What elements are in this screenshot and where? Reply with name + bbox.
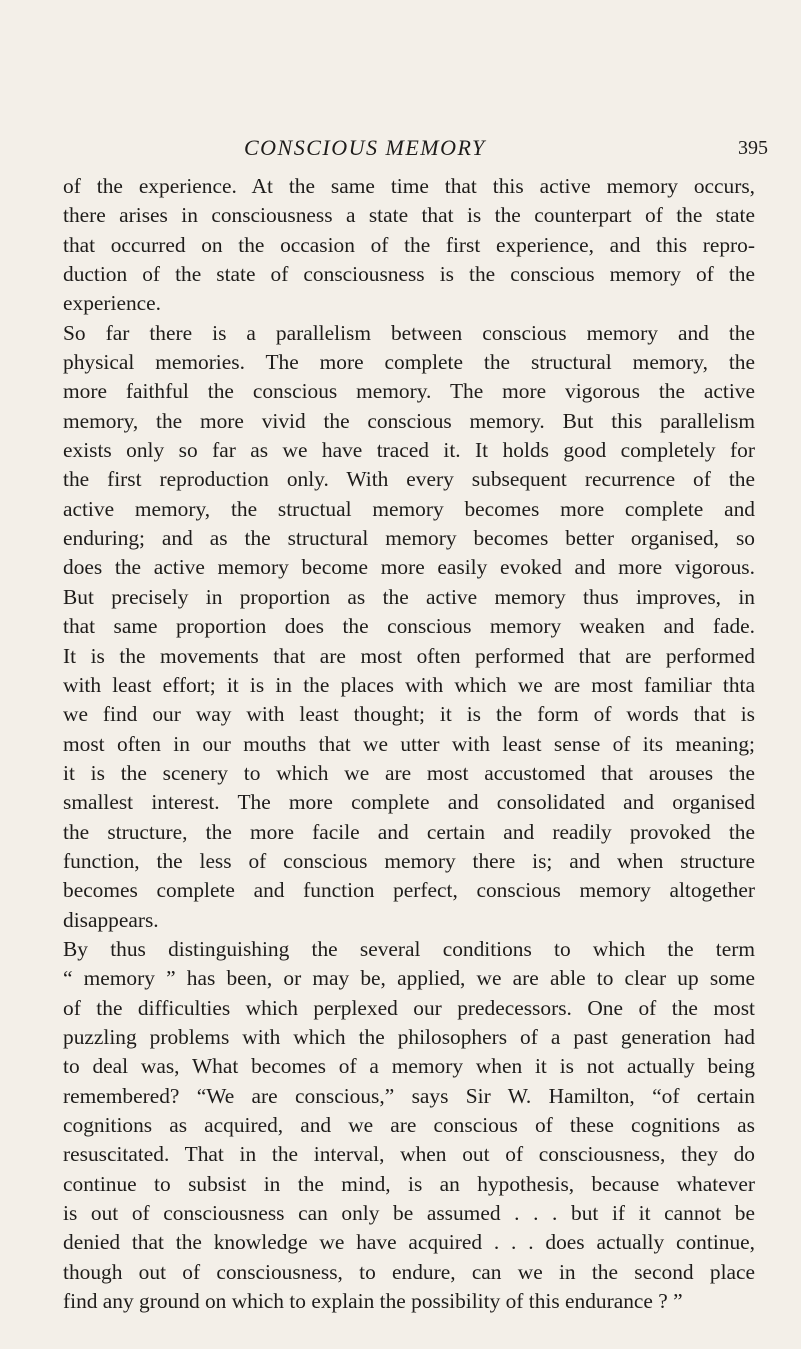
text-line: there arises in consciousness a state that is the counterpart of the state — [63, 203, 755, 228]
text-line: puzzling problems with which the philosophers of a past generation had — [63, 1024, 755, 1049]
running-title: CONSCIOUS MEMORY — [244, 135, 486, 160]
text-line: experience. — [63, 291, 161, 316]
text-line: enduring; and as the structural memory becomes better organised, so — [63, 526, 755, 551]
text-line: that occurred on the occasion of the first experience, and this repro- — [63, 232, 755, 257]
text-line: that same proportion does the conscious memory weaken and fade. — [63, 614, 755, 639]
text-line: does the active memory become more easily evoked and more vigorous. — [63, 555, 755, 580]
text-line: smallest interest. The more complete and consolidated and organised — [63, 790, 755, 815]
text-line: we find our way with least thought; it is the form of words that is — [63, 702, 755, 727]
text-line: find any ground on which to explain the possibility of this endurance ? ” — [63, 1289, 683, 1314]
text-line: It is the movements that are most often performed that are performed — [63, 643, 755, 668]
text-line: exists only so far as we have traced it. It holds good completely for — [63, 438, 755, 463]
text-line: with least effort; it is in the places with which we are most familiar thta — [63, 672, 755, 697]
text-line: “ memory ” has been, or may be, applied, we are able to clear up some — [63, 966, 755, 991]
text-line: cognitions as acquired, and we are conscious of these cognitions as — [63, 1113, 755, 1137]
text-line: the first reproduction only. With every subsequent recurrence of the — [63, 467, 755, 492]
text-line: of the experience. At the same time that this active memory occurs, — [63, 174, 755, 198]
text-line: physical memories. The more complete the structural memory, the — [63, 350, 755, 375]
text-line: more faithful the conscious memory. The more vigorous the active — [63, 379, 755, 404]
text-line: disappears. — [63, 907, 159, 932]
text-line: continue to subsist in the mind, is an hypothesis, because whatever — [63, 1171, 755, 1196]
text-line: So far there is a parallelism between conscious memory and the — [63, 320, 755, 345]
text-line: But precisely in proportion as the active memory thus improves, in — [63, 584, 755, 609]
text-line: By thus distinguishing the several conditions to which the term — [63, 936, 755, 961]
text-line: resuscitated. That in the interval, when out of consciousness, they do — [63, 1142, 755, 1167]
text-line: remembered? “We are conscious,” says Sir W. Hamilton, “of certain — [63, 1083, 755, 1108]
running-head — [0, 135, 801, 165]
text-line: the structure, the more facile and certain and readily provoked the — [63, 819, 755, 844]
text-line: function, the less of conscious memory there is; and when structure — [63, 848, 755, 873]
text-line: active memory, the structual memory becomes more complete and — [63, 496, 755, 521]
body-text — [63, 172, 755, 1316]
text-line: becomes complete and function perfect, conscious memory altogether — [63, 878, 755, 903]
text-line: it is the scenery to which we are most accustomed that arouses the — [63, 760, 755, 785]
text-line: of the difficulties which perplexed our predecessors. One of the most — [63, 995, 755, 1020]
text-line: memory, the more vivid the conscious memory. But this parallelism — [63, 408, 755, 433]
text-line: is out of consciousness can only be assumed . . . but if it cannot be — [63, 1201, 755, 1226]
text-line: most often in our mouths that we utter with least sense of its meaning; — [63, 731, 755, 756]
page-number: 395 — [738, 137, 768, 159]
text-line: denied that the knowledge we have acquired . . . does actually continue, — [63, 1230, 755, 1255]
text-line: though out of consciousness, to endure, can we in the second place — [63, 1259, 755, 1284]
text-line: duction of the state of consciousness is the conscious memory of the — [63, 262, 755, 287]
text-line: to deal was, What becomes of a memory when it is not actually being — [63, 1054, 755, 1079]
